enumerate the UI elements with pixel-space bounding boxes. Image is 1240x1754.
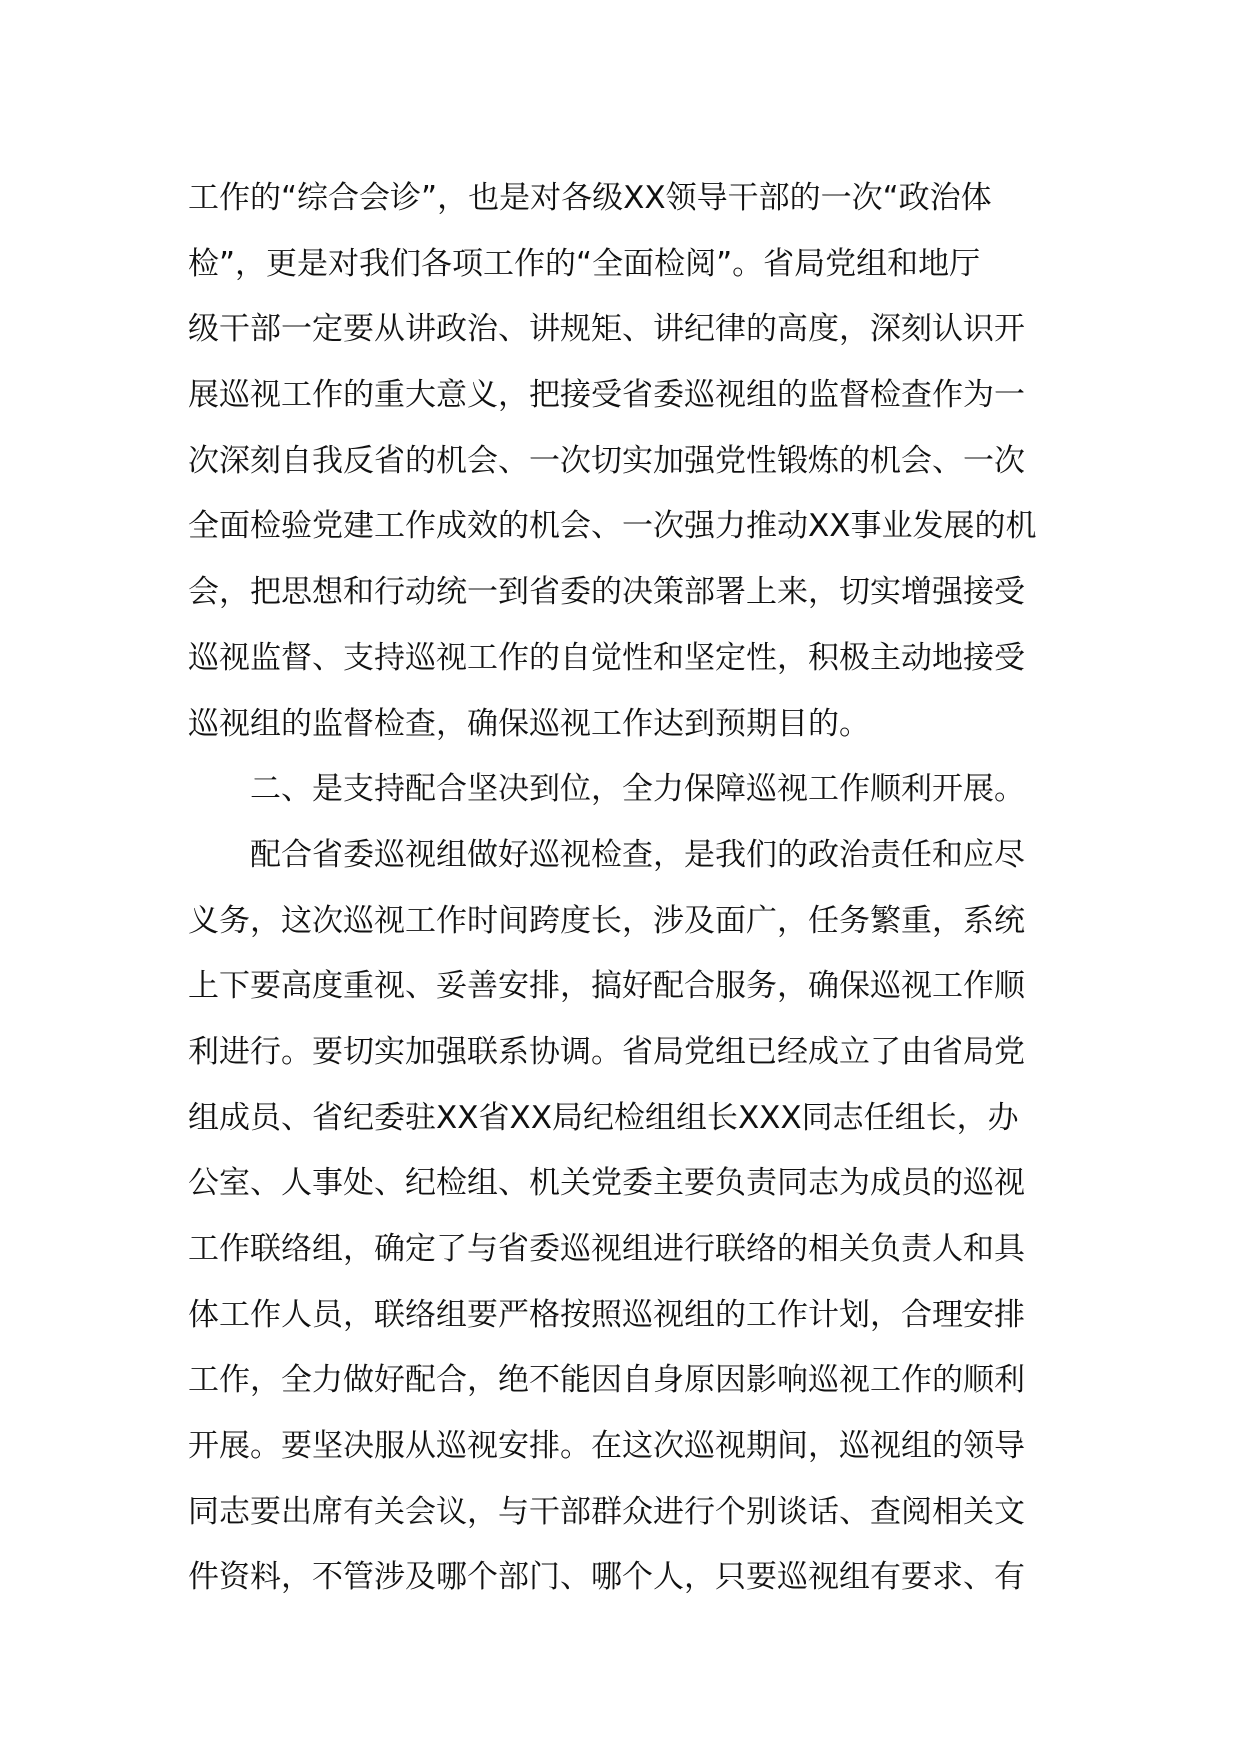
text-line: 体工作人员，联络组要严格按照巡视组的工作计划，合理安排 [188, 1296, 1025, 1333]
paragraph-3 [188, 823, 1060, 1611]
text-line: 级干部一定要从讲政治、讲规矩、讲纪律的高度，深刻认识开 [188, 311, 1025, 348]
document-body [188, 166, 1060, 1611]
section-heading [188, 757, 1060, 823]
text-line: 工作，全力做好配合，绝不能因自身原因影响巡视工作的顺利 [188, 1362, 1025, 1399]
text-line: 巡视监督、支持巡视工作的自觉性和坚定性，积极主动地接受 [188, 639, 1025, 676]
text-line: 义务，这次巡视工作时间跨度长，涉及面广，任务繁重，系统 [188, 902, 1025, 939]
text-line: 会，把思想和行动统一到省委的决策部署上来，切实增强接受 [188, 574, 1025, 611]
heading-line: 二、是支持配合坚决到位，全力保障巡视工作顺利开展。 [250, 771, 1025, 808]
text-line: 巡视组的监督检查，确保巡视工作达到预期目的。 [188, 705, 870, 742]
paragraph-1 [188, 166, 1060, 757]
text-line: 工作联络组，确定了与省委巡视组进行联络的相关负责人和具 [188, 1231, 1025, 1267]
text-line: 组成员、省纪委驻XX省XX局纪检组组长XXX同志任组长，办 [188, 1099, 1019, 1136]
text-line: 同志要出席有关会议，与干部群众进行个别谈话、查阅相关文 [188, 1493, 1025, 1530]
text-line: 开展。要坚决服从巡视安排。在这次巡视期间，巡视组的领导 [188, 1428, 1025, 1465]
text-line: 检”，更是对我们各项工作的“全面检阅”。省局党组和地厅 [188, 245, 981, 282]
text-line: 工作的“综合会诊”，也是对各级XX领导干部的一次“政治体 [188, 180, 992, 216]
text-line: 全面检验党建工作成效的机会、一次强力推动XX事业发展的机 [188, 508, 1037, 545]
text-line: 配合省委巡视组做好巡视检查，是我们的政治责任和应尽 [250, 836, 1025, 873]
text-line: 上下要高度重视、妥善安排，搞好配合服务，确保巡视工作顺 [188, 968, 1025, 1005]
text-line: 展巡视工作的重大意义，把接受省委巡视组的监督检查作为一 [188, 377, 1025, 414]
text-line: 次深刻自我反省的机会、一次切实加强党性锻炼的机会、一次 [188, 442, 1025, 479]
text-line: 利进行。要切实加强联系协调。省局党组已经成立了由省局党 [188, 1033, 1025, 1070]
text-line: 件资料，不管涉及哪个部门、哪个人，只要巡视组有要求、有 [188, 1559, 1025, 1596]
text-line: 公室、人事处、纪检组、机关党委主要负责同志为成员的巡视 [188, 1165, 1025, 1202]
